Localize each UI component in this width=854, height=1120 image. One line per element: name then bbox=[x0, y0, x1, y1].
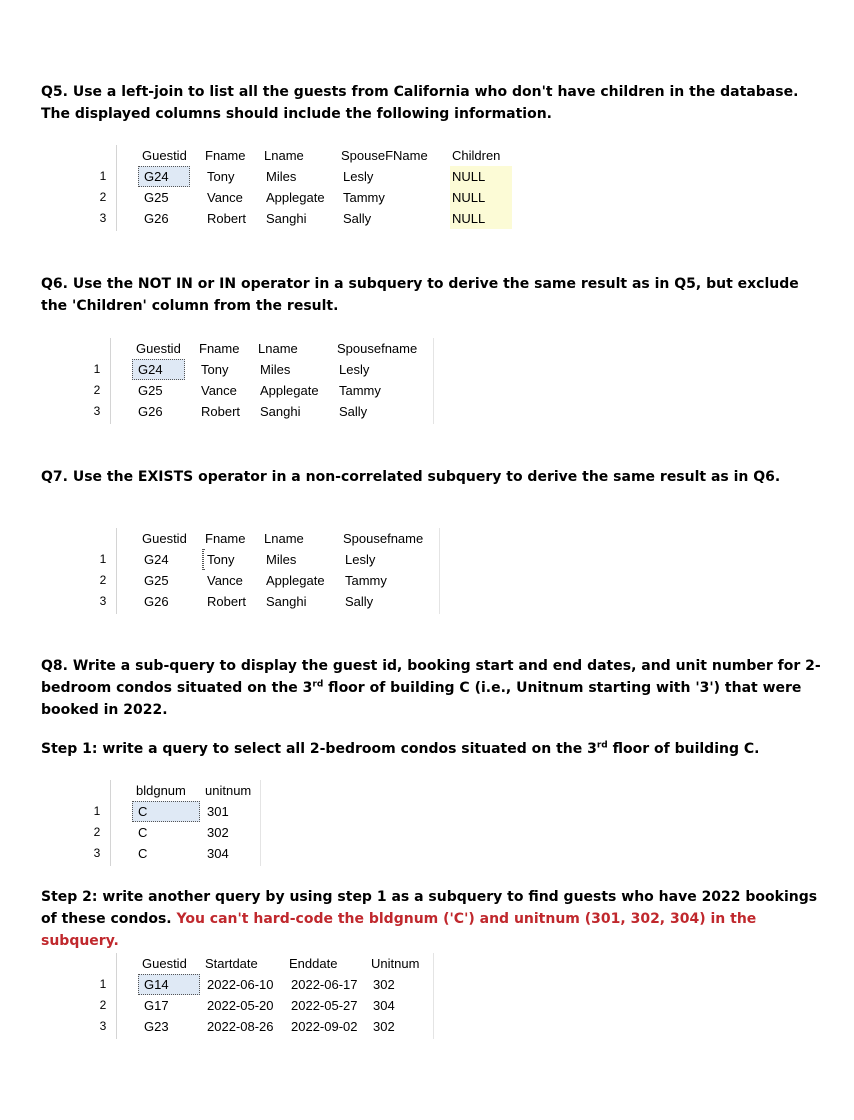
cell[interactable]: G17 bbox=[144, 998, 169, 1013]
col-guestid: Guestid bbox=[136, 341, 181, 356]
row-number: 3 bbox=[99, 1019, 107, 1033]
col-children: Children bbox=[452, 148, 501, 163]
q8-text-b: floor of building C (i.e., Unitnum starting with '3') that were booked in 2022. bbox=[41, 680, 802, 718]
cell[interactable]: Applegate bbox=[260, 383, 319, 398]
cell[interactable]: Sally bbox=[339, 404, 368, 419]
q7-result-grid[interactable] bbox=[90, 528, 442, 614]
q8-sup: rd bbox=[312, 679, 324, 690]
cell[interactable]: G24 bbox=[144, 552, 169, 567]
row-number: 3 bbox=[93, 404, 101, 418]
cell[interactable]: G26 bbox=[144, 594, 169, 609]
q5-question: Q5. Use a left-join to list all the guests from California who don't have children in the database. The displayed columns should include the following information. bbox=[41, 84, 799, 122]
cell[interactable]: 2022-08-26 bbox=[207, 1019, 274, 1034]
cell[interactable]: G25 bbox=[144, 573, 169, 588]
step1-result-grid[interactable] bbox=[84, 780, 264, 866]
cell[interactable]: Tammy bbox=[343, 190, 385, 205]
step2-text: Step 2: write another query by using step 1 as a subquery to find guests who have 2022 bookings of these condos. bbox=[41, 889, 818, 927]
cell[interactable]: 2022-05-20 bbox=[207, 998, 274, 1013]
col-guestid: Guestid bbox=[142, 956, 187, 971]
col-startdate: Startdate bbox=[205, 956, 258, 971]
cell[interactable]: 2022-09-02 bbox=[291, 1019, 358, 1034]
cell[interactable]: 302 bbox=[373, 1019, 395, 1034]
cell[interactable]: Lesly bbox=[345, 552, 376, 567]
col-unitnum: unitnum bbox=[205, 783, 252, 798]
cell[interactable]: G25 bbox=[144, 190, 169, 205]
col-lname: Lname bbox=[258, 341, 298, 356]
q5-result-grid[interactable] bbox=[90, 145, 520, 231]
row-number: 2 bbox=[93, 383, 101, 397]
q7-question: Q7. Use the EXISTS operator in a non-correlated subquery to derive the same result as in Q6. bbox=[41, 469, 781, 485]
cell[interactable]: Applegate bbox=[266, 573, 325, 588]
cell[interactable]: G24 bbox=[138, 362, 163, 377]
col-guestid: Guestid bbox=[142, 148, 187, 163]
q6-result-grid[interactable] bbox=[84, 338, 436, 424]
q8-step2 bbox=[41, 886, 821, 952]
cell[interactable]: Vance bbox=[207, 190, 243, 205]
cell[interactable]: 302 bbox=[207, 825, 229, 840]
cell[interactable]: Sally bbox=[343, 211, 372, 226]
row-number: 3 bbox=[99, 594, 107, 608]
row-number: 1 bbox=[99, 977, 107, 991]
cell[interactable]: C bbox=[138, 825, 148, 840]
cell[interactable]: Vance bbox=[207, 573, 243, 588]
cell[interactable]: Tony bbox=[201, 362, 229, 377]
row-number: 2 bbox=[99, 573, 107, 587]
q8-step1 bbox=[41, 738, 821, 760]
cell[interactable]: Tammy bbox=[345, 573, 387, 588]
grid-edge bbox=[439, 528, 440, 614]
cell[interactable]: 301 bbox=[207, 804, 229, 819]
cell[interactable]: Sally bbox=[345, 594, 374, 609]
row-number: 3 bbox=[99, 211, 107, 225]
col-fname: Fname bbox=[199, 341, 240, 356]
cell[interactable]: Tony bbox=[207, 169, 235, 184]
step1-text-b: floor of building C. bbox=[607, 741, 760, 757]
cell[interactable]: Tony bbox=[207, 552, 235, 567]
cell[interactable]: C bbox=[138, 804, 148, 819]
col-fname: Fname bbox=[205, 148, 246, 163]
cell[interactable]: Sanghi bbox=[266, 211, 307, 226]
cell[interactable]: Tammy bbox=[339, 383, 381, 398]
col-fname: Fname bbox=[205, 531, 246, 546]
col-spousefname: Spousefname bbox=[343, 531, 424, 546]
cell[interactable]: 304 bbox=[373, 998, 395, 1013]
q6-question: Q6. Use the NOT IN or IN operator in a subquery to derive the same result as in Q5, but exclude the 'Children' column from the result. bbox=[41, 276, 799, 314]
cell[interactable]: 2022-05-27 bbox=[291, 998, 358, 1013]
row-number: 1 bbox=[93, 804, 101, 818]
col-spousefname: SpouseFName bbox=[341, 148, 428, 163]
cell[interactable]: NULL bbox=[452, 169, 486, 184]
row-number: 2 bbox=[99, 998, 107, 1012]
cell[interactable]: 302 bbox=[373, 977, 395, 992]
cell-cursor bbox=[202, 549, 204, 570]
cell[interactable]: 304 bbox=[207, 846, 229, 861]
grid-edge bbox=[433, 338, 434, 424]
step1-sup: rd bbox=[596, 740, 608, 751]
cell[interactable]: G25 bbox=[138, 383, 163, 398]
cell[interactable]: Robert bbox=[207, 211, 247, 226]
col-lname: Lname bbox=[264, 148, 304, 163]
cell[interactable]: G26 bbox=[138, 404, 163, 419]
row-number: 1 bbox=[99, 169, 107, 183]
step2-result-grid[interactable] bbox=[90, 953, 435, 1039]
cell[interactable]: Robert bbox=[201, 404, 241, 419]
col-guestid: Guestid bbox=[142, 531, 187, 546]
cell[interactable]: 2022-06-10 bbox=[207, 977, 274, 992]
cell[interactable]: Miles bbox=[266, 169, 297, 184]
row-number: 1 bbox=[93, 362, 101, 376]
row-number: 2 bbox=[99, 190, 107, 204]
cell[interactable]: G24 bbox=[144, 169, 169, 184]
row-number: 2 bbox=[93, 825, 101, 839]
col-spousefname: Spousefname bbox=[337, 341, 418, 356]
col-enddate: Enddate bbox=[289, 956, 338, 971]
cell[interactable]: Vance bbox=[201, 383, 237, 398]
cell[interactable]: Lesly bbox=[339, 362, 370, 377]
grid-edge bbox=[433, 953, 434, 1039]
cell[interactable]: Sanghi bbox=[260, 404, 301, 419]
cell[interactable]: G23 bbox=[144, 1019, 169, 1034]
cell[interactable]: G14 bbox=[144, 977, 169, 992]
cell[interactable]: Sanghi bbox=[266, 594, 307, 609]
row-number: 3 bbox=[93, 846, 101, 860]
cell[interactable]: Miles bbox=[260, 362, 291, 377]
cell[interactable]: Applegate bbox=[266, 190, 325, 205]
q8-text-a: Q8. Write a sub-query to display the guest id, booking start and end dates, and unit number for 2-bedroom condos situated on the 3 bbox=[41, 658, 821, 696]
cell[interactable]: 2022-06-17 bbox=[291, 977, 358, 992]
step2-warning: You can't hard-code the bldgnum ('C') and unitnum (301, 302, 304) in the subquery. bbox=[41, 911, 757, 949]
cell[interactable]: G26 bbox=[144, 211, 169, 226]
cell[interactable]: NULL bbox=[452, 190, 486, 205]
cell[interactable]: Robert bbox=[207, 594, 247, 609]
grid-edge bbox=[260, 780, 261, 866]
cell[interactable]: C bbox=[138, 846, 148, 861]
step1-text-a: Step 1: write a query to select all 2-bedroom condos situated on the 3 bbox=[41, 741, 597, 757]
q8-question bbox=[41, 655, 821, 721]
col-lname: Lname bbox=[264, 531, 304, 546]
cell[interactable]: NULL bbox=[452, 211, 486, 226]
cell[interactable]: Miles bbox=[266, 552, 297, 567]
cell[interactable]: Lesly bbox=[343, 169, 374, 184]
col-unitnum: Unitnum bbox=[371, 956, 420, 971]
row-number: 1 bbox=[99, 552, 107, 566]
col-bldgnum: bldgnum bbox=[136, 783, 186, 798]
